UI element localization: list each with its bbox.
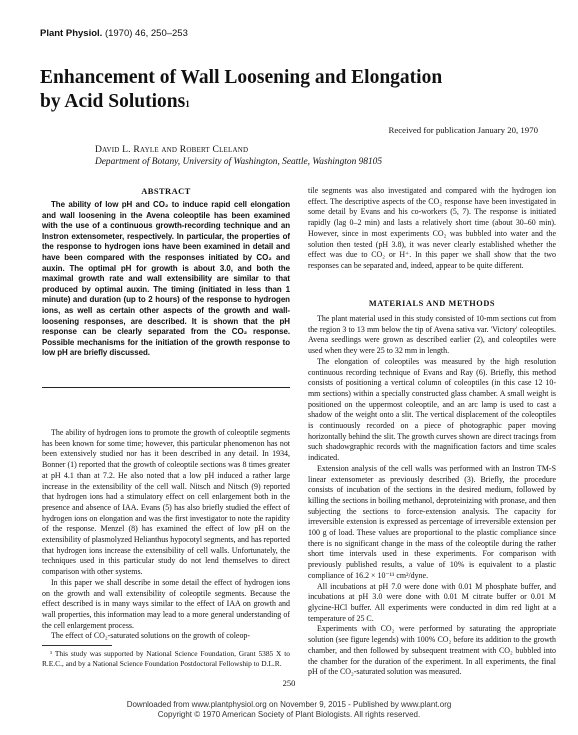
footnote [42,649,290,668]
paragraph: In this paper we shall describe in some detail the effect of hydrogen ions on the growth and wall extensibility of coleoptile segments. Because the effect described is in many ways similar to the effect of IAA on growth and wall properties, this information may lead to a more general understanding of the cell enlargement process. [42,577,290,630]
received-date: Received for publication January 20, 1970 [388,125,538,135]
download-link-line[interactable]: Downloaded from www.plantphysiol.org on November 9, 2015 - Published by www.plant.org [126,700,452,709]
paragraph: The elongation of coleoptiles was measured by the high resolution continuous recording technique of Evans and Ray (6). Briefly, this method consists of positioning a vertical column of coleoptiles (in this case 12 10-mm sections) within a specially constructed glass chamber. A small weight is positioned on the uppermost coleoptile, and an arc lamp is used to cast a shadow of the weight onto a slit. The vertical displacement of the coleoptiles is continuously recorded on a piece of photographic paper moving horizontally behind the slit. The growth curves shown are direct tracings from such shadowgraphic records with the magnification factors and time scales indicated. [308,356,556,463]
title-line-2: by Acid Solutions [40,91,186,112]
methods-heading: MATERIALS AND METHODS [368,299,496,308]
footnote-mark: 1 [185,99,190,109]
page-number: 250 [282,678,296,688]
paragraph: The ability of hydrogen ions to promote the growth of coleoptile segments has been known for some time; however, this particular phenomenon has not been extensively studied nor has it been described in any detail. In 1934, Bonner (1) reported that the growth of coleoptile sections was 8 times greater at pH 4.1 than at 7.2. He also noted that a low pH induced a rather large increase in the extensibility of the cell wall. Nitsch and Nitsch (9) reported that hydrogen ions had a stimulatory effect on cell enlargement both in the presence and absence of IAA. Evans (5) has also briefly studied the effect of hydrogen ions on elongation and was the first investigator to note the rapidity of the response. Menzel (8) has examined the effect of low pH on the extensibility of plasmolyzed Helianthus hypocotyl segments, and has reported that hydrogen ions increase the extensibility of cell walls. Unfortunately, the techniques used in this particular study do not lend themselves to direct comparison with other systems. [42,428,290,577]
intro-column [42,428,290,642]
methods-column [308,314,556,678]
journal-citation [40,28,188,39]
abstract-heading: ABSTRACT [141,186,191,196]
affiliation: Department of Botany, University of Washington, Seattle, Washington 98105 [95,157,383,167]
footnote-divider [42,645,112,646]
authors [95,144,248,155]
paragraph: Extension analysis of the cell walls was performed with an Instron TM-S linear extensometer as previously described (3). Briefly, the procedure consists of incubation of the sections in the desired medium, followed by killing the sections in boiling methanol, deproteinizing with pronase, and then subjecting the sections to force-extension analysis. The capacity for irreversible extension is expressed as percentage of irreversible extension per 100 g of load. These values are proportional to the plastic compliance since there is no significant change in the mass of the coleoptile during the rather short time intervals used in these experiments. For comparison with previously published results, a value of 10% is equivalent to a plastic compliance of 16.2 × 10⁻¹¹ cm²/dyne. [308,463,556,580]
paragraph: The effect of CO₂-saturated solutions on the growth of coleop- [51,631,251,641]
right-column-intro [308,186,556,272]
citation: (1970) 46, 250–253 [104,28,188,39]
paragraph: Experiments with CO₂ were performed by saturating the appropriate solution (see figure legends) with 100% CO₂ before its addition to the growth chamber, and then followed by subsequent treatment with CO₂ bubbled into the chamber for the duration of the experiment. In all experiments, the final pH of the CO₂-saturated solution was measured. [308,624,556,677]
download-notice [0,700,578,719]
article-title [40,66,560,114]
title-line-1: Enhancement of Wall Loosening and Elongation [40,67,443,88]
paragraph: The plant material used in this study consisted of 10-mm sections cut from the region 3 to 13 mm below the tip of Avena sativa var. 'Victory' coleoptiles. Avena seedlings were grown as described earlier (2), and coleoptiles were used when they were 25 to 32 mm in length. [308,314,556,356]
paragraph: tile segments was also investigated and compared with the hydrogen ion effect. The descriptive aspects of the CO₂ response have been investigated in some detail by Evans and his co-workers (5, 7). The response is initiated rapidly (lag 0–2 min) and lasts a relatively short time (about 30–60 min). However, since in most experiments CO₂ was bubbled into water and the solution then tested (pH 3.8), it was never clearly established whether the effect was due to CO₂ or H⁺. In this paper we shall show that the two responses can be separated and, indeed, appear to be quite different. [308,186,556,270]
abstract [42,200,290,359]
abstract-text: The ability of low pH and CO₂ to induce rapid cell elongation and wall loosening in the Avena coleoptile has been examined with the use of a continuous growth-recording technique and an Instron extensometer, respectively. In particular, the properties of the response to hydrogen ions have been examined in detail and have been compared with the responses initiated by CO₂ and auxin. The optimal pH for growth is about 3.0, and both the maximal growth rate and wall extensibility are similar to that produced by optimal auxin. The timing (initiated in less than 1 minute) and duration (up to 2 hours) of the response to hydrogen ions, as well as certain other aspects of the growth and wall-loosening responses, are described. It is shown that the pH response can be clearly separated from the CO₂ response. Possible mechanisms for the initiation of the growth response to low pH are briefly discussed. [42,200,290,358]
footnote-text: ¹ This study was supported by National Science Foundation, Grant 5385 X to R.E.C., and by a National Science Foundation Postdoctoral Fellowship to D.L.R. [42,649,290,668]
author-names: David L. Rayle and Robert Cleland [95,144,249,155]
copyright-line: Copyright © 1970 American Society of Plant Biologists. All rights reserved. [157,709,421,719]
section-divider [42,387,290,388]
paragraph: All incubations at pH 7.0 were done with 0.01 M phosphate buffer, and incubations at pH 3.0 were done with 0.01 M citrate buffer or 0.01 M glycine-HCl buffer. All experiments were conducted in dim red light at a temperature of 25 C. [308,581,556,623]
journal-name: Plant Physiol. [40,28,103,39]
